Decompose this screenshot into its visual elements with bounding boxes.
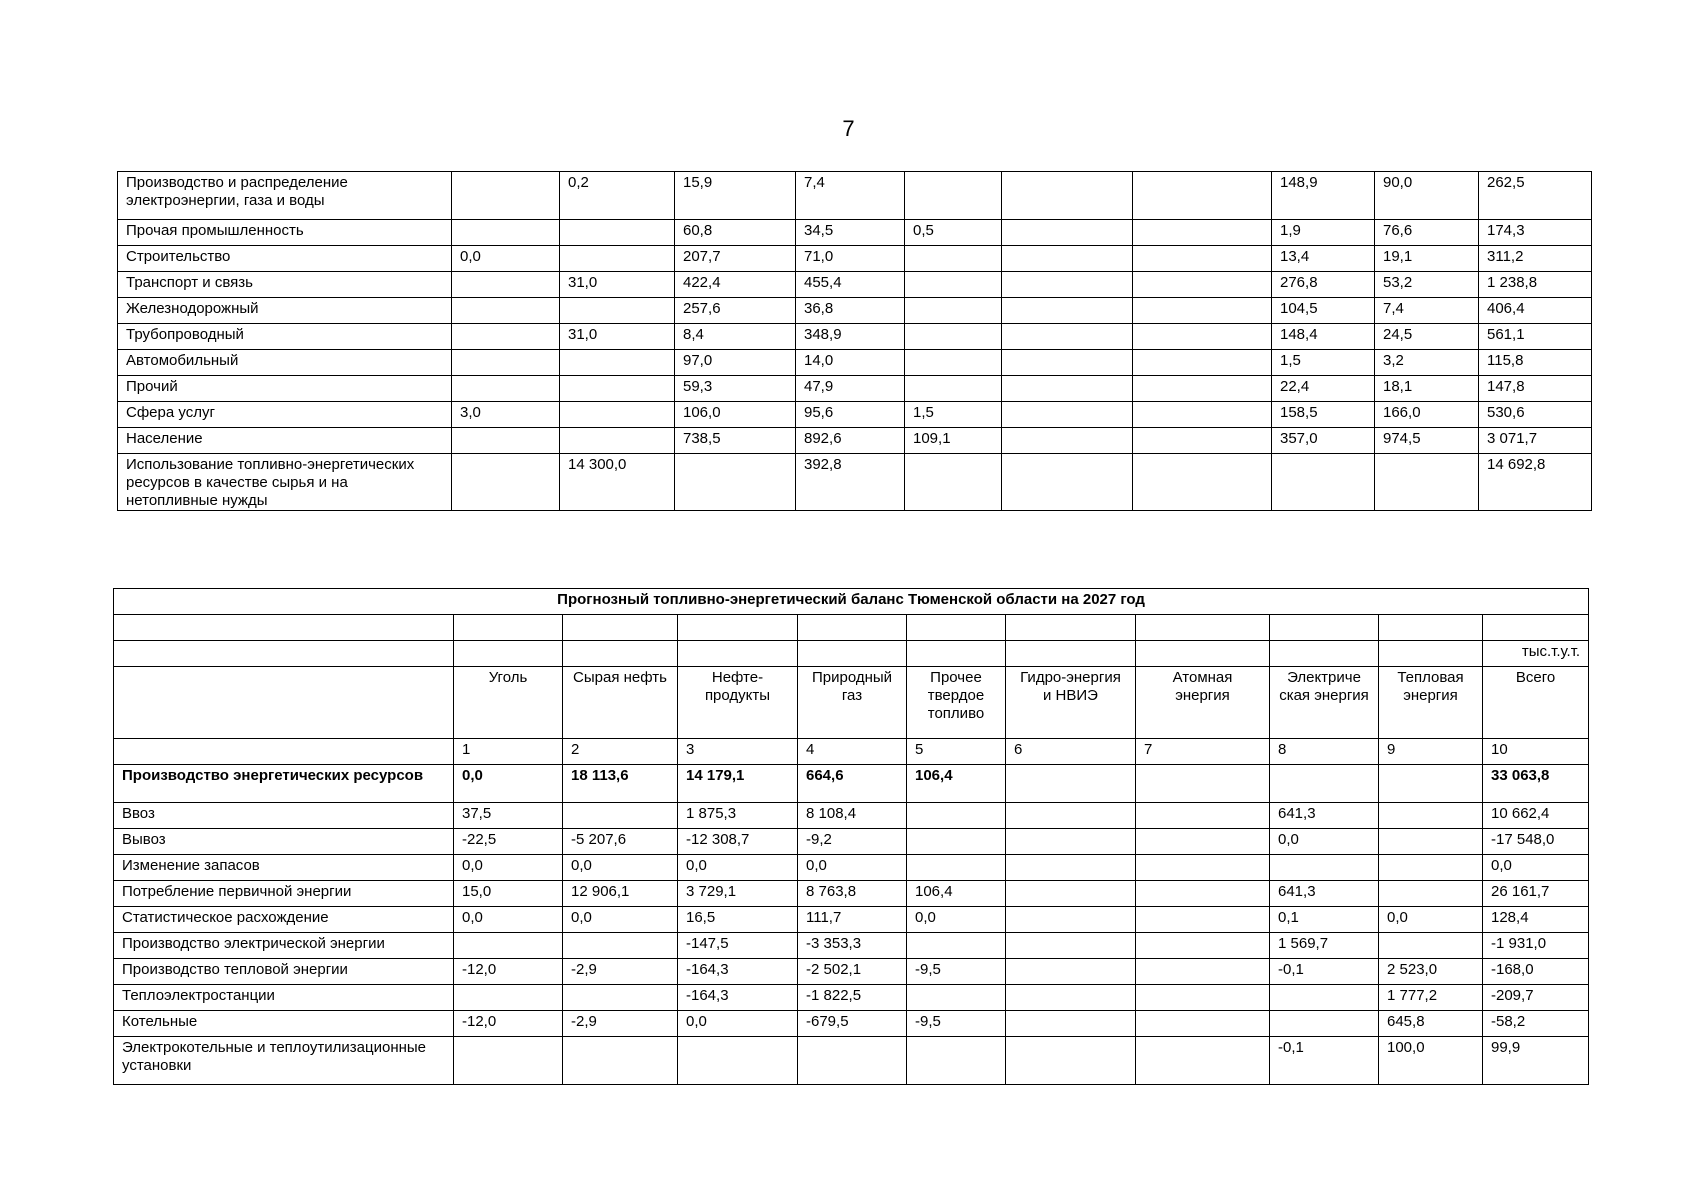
table-cell: -5 207,6	[563, 829, 678, 855]
table-cell: -209,7	[1483, 985, 1589, 1011]
table-cell	[1270, 1011, 1379, 1037]
row-label: Вывоз	[114, 829, 454, 855]
table-cell: Электриче ская энергия	[1270, 667, 1379, 739]
table-cell	[1136, 829, 1270, 855]
table-cell	[1133, 246, 1272, 272]
table-cell	[452, 298, 560, 324]
table-cell	[907, 985, 1006, 1011]
table-cell: 106,0	[675, 402, 796, 428]
table-cell	[563, 1037, 678, 1085]
table-cell	[905, 298, 1002, 324]
table-cell	[1133, 402, 1272, 428]
table-cell: 641,3	[1270, 881, 1379, 907]
table-cell	[1006, 959, 1136, 985]
table-cell: 8,4	[675, 324, 796, 350]
table-cell	[560, 298, 675, 324]
table-cell: 5	[907, 739, 1006, 765]
unit-label: тыс.т.у.т.	[1483, 641, 1589, 667]
table-cell: 7,4	[796, 172, 905, 220]
table-cell	[905, 172, 1002, 220]
table-cell: 71,0	[796, 246, 905, 272]
table-cell	[1133, 220, 1272, 246]
table-cell: Сырая нефть	[563, 667, 678, 739]
table-row	[114, 1037, 1589, 1085]
table-cell: 174,3	[1479, 220, 1592, 246]
table-cell: 1,5	[905, 402, 1002, 428]
table-cell: 158,5	[1272, 402, 1375, 428]
table-cell: 109,1	[905, 428, 1002, 454]
table-cell	[1133, 376, 1272, 402]
table-cell: 348,9	[796, 324, 905, 350]
table-row	[118, 324, 1592, 350]
table-cell	[905, 246, 1002, 272]
row-label	[114, 667, 454, 739]
table-cell: 106,4	[907, 881, 1006, 907]
table-cell	[1136, 959, 1270, 985]
table-cell: 455,4	[796, 272, 905, 298]
table-cell: 1	[454, 739, 563, 765]
table-cell: -2 502,1	[798, 959, 907, 985]
table-cell	[907, 829, 1006, 855]
table-cell: 7,4	[1375, 298, 1479, 324]
table-cell: 60,8	[675, 220, 796, 246]
table-row	[118, 272, 1592, 298]
table-cell	[905, 324, 1002, 350]
table-cell	[560, 428, 675, 454]
table-cell: -9,5	[907, 959, 1006, 985]
table-cell: 31,0	[560, 272, 675, 298]
table-cell: 664,6	[798, 765, 907, 803]
table-cell: 18 113,6	[563, 765, 678, 803]
table-cell	[452, 350, 560, 376]
row-label: Транспорт и связь	[118, 272, 452, 298]
table-cell	[1133, 454, 1272, 511]
table-cell: 14 179,1	[678, 765, 798, 803]
row-label: Прочая промышленность	[118, 220, 452, 246]
table-cell: 1 238,8	[1479, 272, 1592, 298]
table-cell	[1379, 933, 1483, 959]
table-cell	[1133, 428, 1272, 454]
forecast-2027-balance-table	[113, 588, 1589, 1085]
table-cell	[563, 803, 678, 829]
table-cell: 104,5	[1272, 298, 1375, 324]
table-cell: 561,1	[1479, 324, 1592, 350]
table-cell	[1379, 803, 1483, 829]
table-cell: 0,0	[454, 907, 563, 933]
table-cell	[1270, 765, 1379, 803]
row-label: Сфера услуг	[118, 402, 452, 428]
table-cell: 641,3	[1270, 803, 1379, 829]
table-cell: Нефте-продукты	[678, 667, 798, 739]
table-cell: 0,0	[678, 855, 798, 881]
table-cell: 392,8	[796, 454, 905, 511]
table-cell	[1270, 855, 1379, 881]
row-label: Автомобильный	[118, 350, 452, 376]
row-label	[114, 739, 454, 765]
table-cell	[1002, 350, 1133, 376]
table-cell: -1 822,5	[798, 985, 907, 1011]
table-cell	[1006, 855, 1136, 881]
table-cell: 645,8	[1379, 1011, 1483, 1037]
table-cell	[452, 172, 560, 220]
table-cell: 0,0	[454, 855, 563, 881]
table-cell: 148,9	[1272, 172, 1375, 220]
table-cell: -168,0	[1483, 959, 1589, 985]
table-cell	[1133, 324, 1272, 350]
table-cell: Природный газ	[798, 667, 907, 739]
table-cell: -2,9	[563, 959, 678, 985]
header-row	[114, 667, 1589, 739]
table-cell	[678, 1037, 798, 1085]
table-row	[118, 246, 1592, 272]
table-row	[114, 803, 1589, 829]
table-cell: 276,8	[1272, 272, 1375, 298]
table-cell: Гидро-энергия и НВИЭ	[1006, 667, 1136, 739]
table-cell: 34,5	[796, 220, 905, 246]
column-number-row	[114, 739, 1589, 765]
table-cell: 311,2	[1479, 246, 1592, 272]
table-cell	[452, 324, 560, 350]
table-cell: 0,0	[907, 907, 1006, 933]
table-cell: 257,6	[675, 298, 796, 324]
table-cell: 14 300,0	[560, 454, 675, 511]
table-cell: 406,4	[1479, 298, 1592, 324]
table-cell: -9,2	[798, 829, 907, 855]
table-row	[114, 855, 1589, 881]
table-cell: 9	[1379, 739, 1483, 765]
table-cell: 0,0	[454, 765, 563, 803]
table-cell: 26 161,7	[1483, 881, 1589, 907]
row-label: Трубопроводный	[118, 324, 452, 350]
table-cell	[560, 350, 675, 376]
row-label: Прочий	[118, 376, 452, 402]
table-cell: 0,0	[1379, 907, 1483, 933]
table-cell: 0,2	[560, 172, 675, 220]
table-cell: 4	[798, 739, 907, 765]
table-cell: 1,9	[1272, 220, 1375, 246]
table-cell	[560, 402, 675, 428]
table-row	[114, 829, 1589, 855]
table-row	[114, 933, 1589, 959]
table-cell: 262,5	[1479, 172, 1592, 220]
table-row	[114, 1011, 1589, 1037]
table-cell	[454, 1037, 563, 1085]
table-cell	[1002, 172, 1133, 220]
table-row	[118, 220, 1592, 246]
table-cell: -12 308,7	[678, 829, 798, 855]
table-cell: 3	[678, 739, 798, 765]
table-cell: 13,4	[1272, 246, 1375, 272]
table-cell	[1379, 881, 1483, 907]
table-cell: 0,0	[798, 855, 907, 881]
table-cell	[563, 933, 678, 959]
table-cell: 31,0	[560, 324, 675, 350]
table-cell: 1 777,2	[1379, 985, 1483, 1011]
table-cell	[1002, 428, 1133, 454]
table-row	[114, 907, 1589, 933]
page-number: 7	[842, 116, 855, 141]
table-cell: 2	[563, 739, 678, 765]
table-cell: -9,5	[907, 1011, 1006, 1037]
table-cell	[1002, 376, 1133, 402]
table-cell: 53,2	[1375, 272, 1479, 298]
table-row	[118, 376, 1592, 402]
table-row	[118, 402, 1592, 428]
table-cell	[452, 428, 560, 454]
row-label: Производство электрической энергии	[114, 933, 454, 959]
table-cell	[452, 454, 560, 511]
row-label: Статистическое расхождение	[114, 907, 454, 933]
table-cell: -147,5	[678, 933, 798, 959]
table-cell	[1136, 985, 1270, 1011]
table-cell	[907, 855, 1006, 881]
table-cell: 33 063,8	[1483, 765, 1589, 803]
table-cell	[1006, 907, 1136, 933]
table-cell: 10	[1483, 739, 1589, 765]
table-cell: 3 071,7	[1479, 428, 1592, 454]
table-cell	[1272, 454, 1375, 511]
table-cell: 1,5	[1272, 350, 1375, 376]
table-cell	[798, 1037, 907, 1085]
table-cell	[1270, 985, 1379, 1011]
table-cell: 59,3	[675, 376, 796, 402]
table-cell: 16,5	[678, 907, 798, 933]
table-cell: -22,5	[454, 829, 563, 855]
table-cell	[905, 376, 1002, 402]
table-cell: Атомная энергия	[1136, 667, 1270, 739]
table-cell: -164,3	[678, 959, 798, 985]
table-cell	[1002, 246, 1133, 272]
row-label: Население	[118, 428, 452, 454]
table-cell	[1006, 1037, 1136, 1085]
table-cell: 22,4	[1272, 376, 1375, 402]
table-row	[114, 765, 1589, 803]
table-cell: 3 729,1	[678, 881, 798, 907]
table-cell: 147,8	[1479, 376, 1592, 402]
table-cell	[1006, 1011, 1136, 1037]
table-cell	[1002, 454, 1133, 511]
table-cell: 15,0	[454, 881, 563, 907]
table-row	[118, 350, 1592, 376]
table-row	[118, 428, 1592, 454]
table-cell: 115,8	[1479, 350, 1592, 376]
table-cell: 1 875,3	[678, 803, 798, 829]
table-cell: 10 662,4	[1483, 803, 1589, 829]
table-cell	[1136, 765, 1270, 803]
row-label: Производство и распределение электроэнергии, газа и воды	[118, 172, 452, 220]
table-cell	[1002, 272, 1133, 298]
table-cell	[1002, 402, 1133, 428]
table-cell: 974,5	[1375, 428, 1479, 454]
table-cell: 24,5	[1375, 324, 1479, 350]
table-cell	[452, 376, 560, 402]
table-cell: -17 548,0	[1483, 829, 1589, 855]
table-cell: -0,1	[1270, 959, 1379, 985]
table-cell	[1379, 855, 1483, 881]
table-cell	[907, 1037, 1006, 1085]
table-cell	[1002, 324, 1133, 350]
table-cell	[1136, 933, 1270, 959]
table-cell	[1136, 1037, 1270, 1085]
table-cell: 0,5	[905, 220, 1002, 246]
table-cell	[1133, 172, 1272, 220]
table-cell	[452, 220, 560, 246]
table-cell: Уголь	[454, 667, 563, 739]
table-cell: 892,6	[796, 428, 905, 454]
table-cell	[1133, 272, 1272, 298]
table-cell	[905, 350, 1002, 376]
table-row	[118, 298, 1592, 324]
table-cell	[1375, 454, 1479, 511]
table-cell: 37,5	[454, 803, 563, 829]
row-label: Потребление первичной энергии	[114, 881, 454, 907]
table-cell	[1006, 829, 1136, 855]
table-cell: 97,0	[675, 350, 796, 376]
table-cell: 0,0	[452, 246, 560, 272]
table-cell: -1 931,0	[1483, 933, 1589, 959]
table-cell: -0,1	[1270, 1037, 1379, 1085]
table-cell	[905, 272, 1002, 298]
table-cell	[1002, 220, 1133, 246]
table-cell: -679,5	[798, 1011, 907, 1037]
table-cell: Тепловая энергия	[1379, 667, 1483, 739]
table-cell: Всего	[1483, 667, 1589, 739]
row-label: Ввоз	[114, 803, 454, 829]
table-cell: 3,0	[452, 402, 560, 428]
table-cell: 90,0	[1375, 172, 1479, 220]
row-label: Изменение запасов	[114, 855, 454, 881]
table-cell	[675, 454, 796, 511]
table-cell	[1006, 803, 1136, 829]
continued-balance-table	[117, 171, 1592, 511]
row-label: Строительство	[118, 246, 452, 272]
table-cell: -3 353,3	[798, 933, 907, 959]
table-cell: 530,6	[1479, 402, 1592, 428]
table-cell: 207,7	[675, 246, 796, 272]
table-cell: 422,4	[675, 272, 796, 298]
table-cell: 148,4	[1272, 324, 1375, 350]
table-cell: -12,0	[454, 1011, 563, 1037]
row-label: Производство тепловой энергии	[114, 959, 454, 985]
table-cell	[1006, 765, 1136, 803]
table-cell: 8 108,4	[798, 803, 907, 829]
table-cell: 111,7	[798, 907, 907, 933]
table-cell: 14 692,8	[1479, 454, 1592, 511]
table-cell: 12 906,1	[563, 881, 678, 907]
table-cell	[1136, 1011, 1270, 1037]
table-cell	[452, 272, 560, 298]
table-cell	[560, 246, 675, 272]
table-cell	[1136, 803, 1270, 829]
row-label: Теплоэлектростанции	[114, 985, 454, 1011]
table-cell: -58,2	[1483, 1011, 1589, 1037]
table-row	[118, 172, 1592, 220]
table-title: Прогнозный топливно-энергетический баланс Тюменской области на 2027 год	[114, 589, 1589, 615]
table-cell: 95,6	[796, 402, 905, 428]
table-cell: 36,8	[796, 298, 905, 324]
table-cell	[907, 933, 1006, 959]
table-cell	[1002, 298, 1133, 324]
table-cell: 0,0	[1270, 829, 1379, 855]
table-cell: 357,0	[1272, 428, 1375, 454]
table-cell: 8 763,8	[798, 881, 907, 907]
table-cell	[454, 933, 563, 959]
table-cell	[1136, 907, 1270, 933]
table-cell: 76,6	[1375, 220, 1479, 246]
table-cell	[560, 220, 675, 246]
table-cell: 0,0	[563, 907, 678, 933]
table-cell: 6	[1006, 739, 1136, 765]
table-cell	[1379, 765, 1483, 803]
table-cell: 14,0	[796, 350, 905, 376]
row-label: Котельные	[114, 1011, 454, 1037]
row-label: Электрокотельные и теплоутилизационные установки	[114, 1037, 454, 1085]
table-cell: -164,3	[678, 985, 798, 1011]
table-cell	[563, 985, 678, 1011]
table-cell: 738,5	[675, 428, 796, 454]
table-cell: 18,1	[1375, 376, 1479, 402]
table-cell	[454, 985, 563, 1011]
table-cell: 47,9	[796, 376, 905, 402]
table-row	[114, 985, 1589, 1011]
table-cell	[1006, 881, 1136, 907]
table-cell	[1133, 350, 1272, 376]
table-cell: 166,0	[1375, 402, 1479, 428]
row-label: Производство энергетических ресурсов	[114, 765, 454, 803]
table-cell: -2,9	[563, 1011, 678, 1037]
row-label: Использование топливно-энергетических ресурсов в качестве сырья и на нетопливные нужды	[118, 454, 452, 511]
table-cell: 19,1	[1375, 246, 1479, 272]
table-cell	[905, 454, 1002, 511]
table-cell: -12,0	[454, 959, 563, 985]
table-cell	[1006, 933, 1136, 959]
table-cell: 0,0	[563, 855, 678, 881]
table-cell: 7	[1136, 739, 1270, 765]
table-cell: 106,4	[907, 765, 1006, 803]
table-cell	[1006, 985, 1136, 1011]
table-cell	[907, 803, 1006, 829]
table-row	[114, 959, 1589, 985]
table-cell: 3,2	[1375, 350, 1479, 376]
table-cell	[1136, 881, 1270, 907]
table-cell: 0,0	[678, 1011, 798, 1037]
table-cell	[560, 376, 675, 402]
table-cell: 15,9	[675, 172, 796, 220]
table-cell: 128,4	[1483, 907, 1589, 933]
table-cell: 1 569,7	[1270, 933, 1379, 959]
table-cell: 2 523,0	[1379, 959, 1483, 985]
table-cell	[1379, 829, 1483, 855]
table-cell: 99,9	[1483, 1037, 1589, 1085]
table-row	[114, 881, 1589, 907]
table-cell: 8	[1270, 739, 1379, 765]
table-cell: 0,1	[1270, 907, 1379, 933]
row-label: Железнодорожный	[118, 298, 452, 324]
table-cell	[1133, 298, 1272, 324]
table-row	[118, 454, 1592, 511]
table-cell	[1136, 855, 1270, 881]
table-cell: Прочее твердое топливо	[907, 667, 1006, 739]
table-cell: 0,0	[1483, 855, 1589, 881]
table-cell: 100,0	[1379, 1037, 1483, 1085]
